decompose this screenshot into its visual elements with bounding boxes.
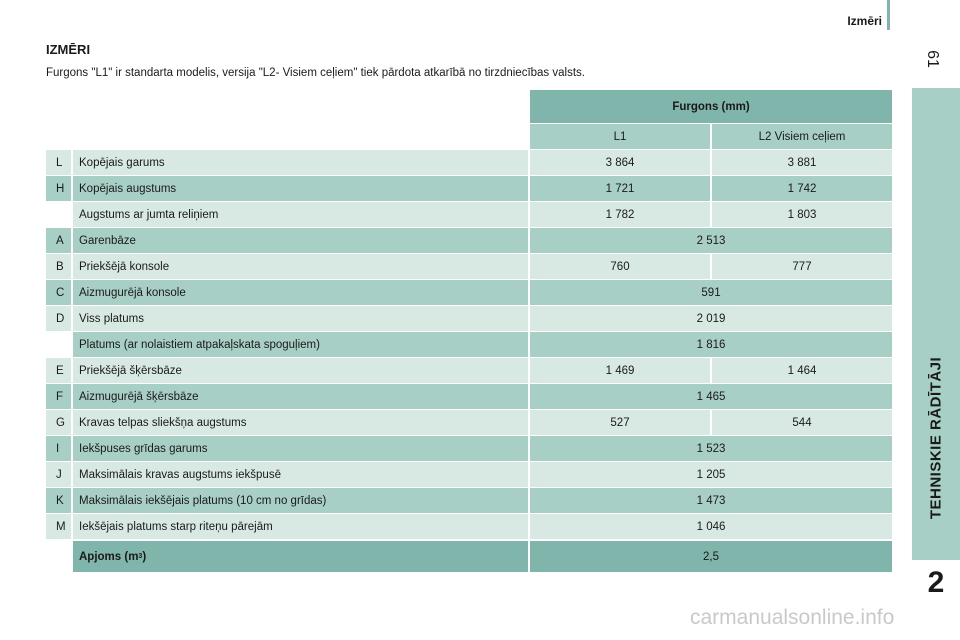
- group-header: Furgons (mm): [530, 90, 892, 123]
- row-value-l1: 1 721: [530, 176, 710, 201]
- row-value: 1 473: [530, 488, 892, 513]
- row-letter: D: [46, 306, 71, 331]
- row-value-l2: 544: [712, 410, 892, 435]
- row-letter: [46, 332, 71, 357]
- row-label: Kravas telpas sliekšņa augstums: [73, 410, 528, 435]
- row-label: Viss platums: [73, 306, 528, 331]
- table-row: [46, 332, 892, 357]
- chapter-side-tab: [912, 88, 960, 560]
- row-value: 1 523: [530, 436, 892, 461]
- row-value: 1 205: [530, 462, 892, 487]
- table-row: [46, 228, 892, 253]
- row-label: Kopējais augstums: [73, 176, 528, 201]
- header-rule: [887, 0, 890, 30]
- row-letter: L: [46, 150, 71, 175]
- row-letter: F: [46, 384, 71, 409]
- row-label: Maksimālais kravas augstums iekšpusē: [73, 462, 528, 487]
- chapter-title: TEHNISKIE RĀDĪTĀJI: [927, 356, 945, 520]
- row-letter: A: [46, 228, 71, 253]
- row-letter: E: [46, 358, 71, 383]
- running-header-title: Izmēri: [847, 14, 882, 28]
- table-row: [46, 202, 892, 227]
- row-letter: [46, 202, 71, 227]
- table-row: [46, 514, 892, 539]
- row-value: 1 816: [530, 332, 892, 357]
- row-value: 2 019: [530, 306, 892, 331]
- row-value-l2: 1 742: [712, 176, 892, 201]
- row-letter: J: [46, 462, 71, 487]
- row-value-l1: 3 864: [530, 150, 710, 175]
- table-row: [46, 280, 892, 305]
- row-value: 1 046: [530, 514, 892, 539]
- table-row: [46, 488, 892, 513]
- watermark-text: carmanualsonline.info: [690, 606, 895, 629]
- row-label: Priekšējā konsole: [73, 254, 528, 279]
- row-value-l2: 1 803: [712, 202, 892, 227]
- row-label: Augstums ar jumta reliņiem: [73, 202, 528, 227]
- table-row: [46, 410, 892, 435]
- row-letter: H: [46, 176, 71, 201]
- row-label: Platums (ar nolaistiem atpakaļskata spoguļiem): [73, 332, 528, 357]
- row-label: Aizmugurējā šķērsbāze: [73, 384, 528, 409]
- table-row: [46, 176, 892, 201]
- row-label: Maksimālais iekšējais platums (10 cm no grīdas): [73, 488, 528, 513]
- table-row: [46, 150, 892, 175]
- row-letter: B: [46, 254, 71, 279]
- row-letter: K: [46, 488, 71, 513]
- volume-value: 2,5: [530, 541, 892, 572]
- table-row: [46, 254, 892, 279]
- row-value-l1: 1 469: [530, 358, 710, 383]
- row-value-l1: 760: [530, 254, 710, 279]
- row-label: Iekšpuses grīdas garums: [73, 436, 528, 461]
- row-label: Iekšējais platums starp riteņu pārejām: [73, 514, 528, 539]
- column-header-l1: L1: [530, 124, 710, 149]
- intro-text: Furgons "L1" ir standarta modelis, versija "L2- Visiem ceļiem" tiek pārdota atkarībā no tirzdniecības valsts.: [46, 67, 585, 79]
- row-value-l1: 527: [530, 410, 710, 435]
- table-row: [46, 384, 892, 409]
- table-row: [46, 436, 892, 461]
- row-value: 591: [530, 280, 892, 305]
- table-column-header-row: [46, 124, 892, 149]
- column-header-l2: L2 Visiem ceļiem: [712, 124, 892, 149]
- row-label: Aizmugurējā konsole: [73, 280, 528, 305]
- table-group-header-row: [46, 90, 892, 123]
- row-label: Priekšējā šķērsbāze: [73, 358, 528, 383]
- dimensions-table: [46, 90, 892, 572]
- row-value: 1 465: [530, 384, 892, 409]
- table-row: [46, 306, 892, 331]
- row-letter: M: [46, 514, 71, 539]
- chapter-number: 2: [927, 566, 945, 599]
- row-label: Kopējais garums: [73, 150, 528, 175]
- row-letter: G: [46, 410, 71, 435]
- row-letter: C: [46, 280, 71, 305]
- row-value-l2: 777: [712, 254, 892, 279]
- table-row: [46, 462, 892, 487]
- section-title: IZMĒRI: [46, 42, 91, 57]
- table-row: [46, 358, 892, 383]
- row-letter: I: [46, 436, 71, 461]
- row-value: 2 513: [530, 228, 892, 253]
- page-number: 61: [924, 50, 941, 68]
- row-label: Garenbāze: [73, 228, 528, 253]
- row-value-l1: 1 782: [530, 202, 710, 227]
- row-value-l2: 3 881: [712, 150, 892, 175]
- volume-label: Apjoms (m 3 ): [73, 541, 528, 572]
- row-value-l2: 1 464: [712, 358, 892, 383]
- volume-row: [46, 541, 892, 572]
